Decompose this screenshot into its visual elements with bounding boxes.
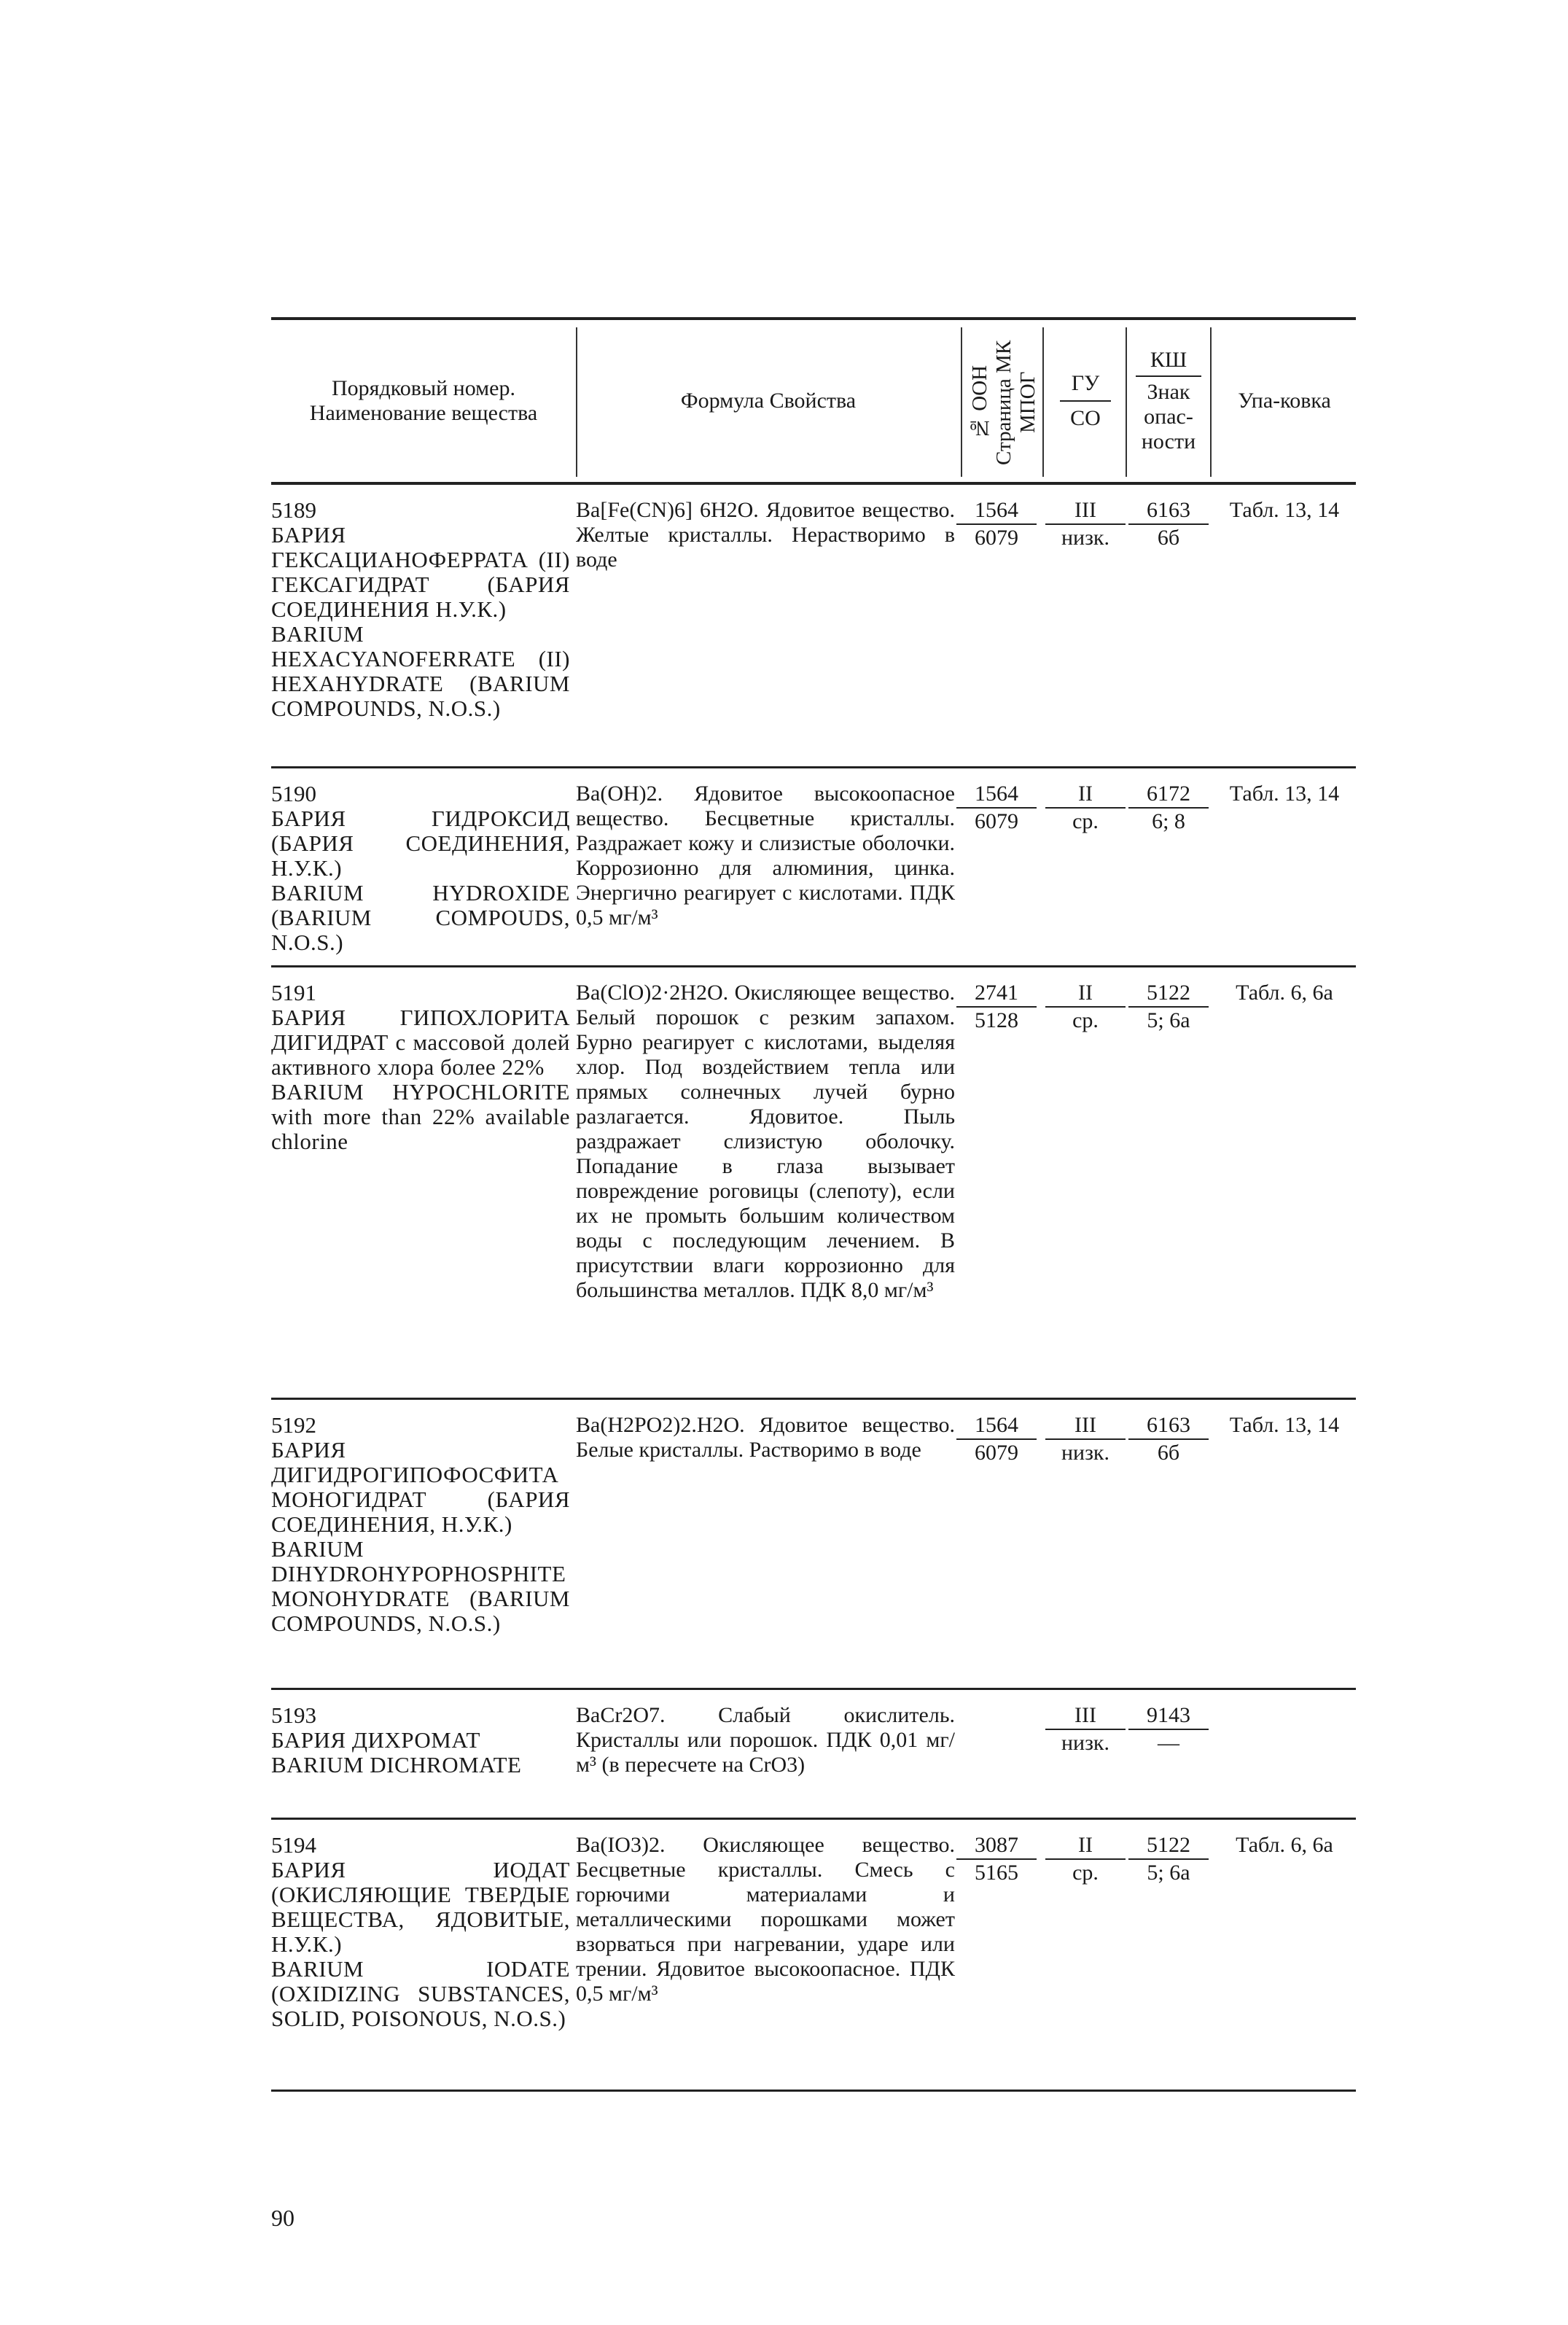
ksh-value: 6172 — [1128, 782, 1209, 809]
un-code: 1564 — [956, 782, 1037, 809]
ksh-value: 6163 — [1128, 1413, 1209, 1440]
formula-properties: BaCr2O7. Слабый окислитель. Кристаллы или порошок. ПДК 0,01 мг/м³ (в пересчете на CrO3) — [576, 1703, 955, 1777]
name-en: BARIUM DICHROMATE — [271, 1752, 522, 1777]
znak-value: 6; 8 — [1152, 809, 1185, 833]
name-en: BARIUM HYPOCHLORITE with more than 22% available chlorine — [271, 1079, 570, 1154]
gu-value: III — [1045, 1703, 1126, 1730]
substance-name — [271, 782, 570, 955]
serial-number: 5194 — [271, 1832, 316, 1858]
packaging: Табл. 13, 14 — [1229, 782, 1340, 806]
ksh-znak — [1128, 1833, 1209, 1885]
ksh-znak — [1128, 1413, 1209, 1465]
gu-value: II — [1045, 1833, 1126, 1860]
header-props: Формула Свойства — [680, 389, 857, 413]
table-row — [271, 768, 1356, 967]
header-gu-label: ГУ — [1060, 371, 1111, 402]
packaging: Табл. 6, 6а — [1236, 1833, 1333, 1857]
substance-name — [271, 981, 570, 1154]
un-number — [956, 1703, 1037, 1705]
ksh-znak — [1128, 498, 1209, 550]
name-ru: БАРИЯ ГИДРОКСИД (БАРИЯ СОЕДИНЕНИЯ, Н.У.К.) — [271, 806, 570, 881]
un-number — [956, 1413, 1037, 1465]
ksh-value: 6163 — [1128, 498, 1209, 525]
formula-properties: Ba(ClO)2·2H2O. Окисляющее вещество. Белый порошок с резким запахом. Бурно реагирует с кислотами, выделяя хлор. Под воздействием тепла или прямых солнечных лучей бурно разлагается. Ядовитое. Пыль раздражает слизистую оболочку. Попадание в глаза вызывает повреждение роговицы (слепоту), если их не промыть большим количеством воды с последующим лечением. В присутствии влаги коррозионно для большинства металлов. ПДК 8,0 мг/м³ — [576, 981, 955, 1302]
header-ksh — [1128, 320, 1209, 482]
ksh-value: 9143 — [1128, 1703, 1209, 1730]
packaging: Табл. 6, 6а — [1236, 981, 1333, 1005]
un-code: 1564 — [956, 498, 1037, 525]
page-number: 90 — [271, 2205, 295, 2231]
name-ru: БАРИЯ ИОДАТ (ОКИСЛЯЮЩИЕ ТВЕРДЫЕ ВЕЩЕСТВА, ЯДОВИТЫЕ, Н.У.К.) — [271, 1857, 570, 1957]
table-header — [271, 320, 1356, 485]
header-gu — [1045, 320, 1126, 482]
co-value: низк. — [1061, 1731, 1110, 1755]
co-value: низк. — [1061, 1441, 1110, 1465]
mk-page: 5128 — [975, 1008, 1018, 1032]
name-en: BARIUM DIHYDROHYPOPHOSPHITE MONOHYDRATE (BARIUM COMPOUNDS, N.O.S.) — [271, 1536, 570, 1636]
name-en: BARIUM HEXACYANOFERRATE (II) HEXAHYDRATE (BARIUM COMPOUNDS, N.O.S.) — [271, 621, 570, 721]
formula-properties: Ba(OH)2. Ядовитое высокоопасное вещество. Бесцветные кристаллы. Раздражает кожу и слизистые оболочки. Коррозионно для алюминия, цинка. Энергично реагирует с кислотами. ПДК 0,5 мг/м³ — [576, 782, 955, 930]
formula-properties: Ba(IO3)2. Окисляющее вещество. Бесцветные кристаллы. Смесь с горючими материалами и металлическими порошками может взорваться при нагревании, ударе или трении. Ядовитое высокоопасное. ПДК 0,5 мг/м³ — [576, 1833, 955, 2006]
divider — [961, 327, 962, 477]
znak-value: 5; 6а — [1147, 1008, 1190, 1032]
znak-value: 5; 6а — [1147, 1861, 1190, 1885]
znak-value: 6б — [1157, 526, 1180, 550]
name-en: BARIUM IODATE (OXIDIZING SUBSTANCES, SOLID, POISONOUS, N.O.S.) — [271, 1956, 570, 2031]
name-en: BARIUM HYDROXIDE (BARIUM COMPOUDS, N.O.S.) — [271, 880, 570, 955]
un-number — [956, 782, 1037, 834]
gu-co — [1045, 981, 1126, 1033]
formula-properties: Ba(H2PO2)2.H2O. Ядовитое вещество. Белые кристаллы. Растворимо в воде — [576, 1413, 955, 1462]
mk-page — [956, 1704, 1037, 1705]
header-un-text: № ООН Страница МК МПОГ — [967, 340, 1040, 465]
gu-value: III — [1045, 498, 1126, 525]
ksh-value: 5122 — [1128, 981, 1209, 1008]
serial-number: 5192 — [271, 1412, 316, 1438]
packaging: Табл. 13, 14 — [1229, 1413, 1340, 1437]
ksh-value: 5122 — [1128, 1833, 1209, 1860]
header-ksh-label: КШ — [1136, 348, 1201, 377]
mk-page: 6079 — [975, 526, 1018, 550]
name-ru: БАРИЯ ГЕКСАЦИАНОФЕРРАТА (II) ГЕКСАГИДРАТ (БАРИЯ СОЕДИНЕНИЯ Н.У.К.) — [271, 522, 570, 622]
table-row — [271, 1820, 1356, 2092]
ksh-znak — [1128, 981, 1209, 1033]
gu-co — [1045, 782, 1126, 834]
name-ru: БАРИЯ ГИПОХЛОРИТА ДИГИДРАТ с массовой долей активного хлора более 22% — [271, 1005, 570, 1080]
co-value: ср. — [1072, 1861, 1099, 1885]
gu-value: III — [1045, 1413, 1126, 1440]
un-number — [956, 498, 1037, 550]
packaging: Табл. 13, 14 — [1229, 498, 1340, 522]
table — [271, 317, 1356, 2092]
divider — [1042, 327, 1044, 477]
table-row — [271, 485, 1356, 768]
gu-co — [1045, 1703, 1126, 1756]
co-value: ср. — [1072, 1008, 1099, 1032]
gu-value: II — [1045, 782, 1126, 809]
header-znak-label: Знак опас-ности — [1141, 380, 1196, 453]
serial-number: 5191 — [271, 980, 316, 1005]
substance-name — [271, 1833, 570, 2031]
divider — [1210, 327, 1212, 477]
header-pack: Упа-ковка — [1238, 389, 1331, 413]
substance-name — [271, 498, 570, 721]
header-un — [964, 326, 1044, 479]
name-ru: БАРИЯ ДИГИДРОГИПОФОСФИТА МОНОГИДРАТ (БАРИЯ СОЕДИНЕНИЯ, Н.У.К.) — [271, 1437, 570, 1537]
un-number — [956, 981, 1037, 1033]
gu-co — [1045, 1833, 1126, 1885]
formula-properties: Ba[Fe(CN)6] 6H2O. Ядовитое вещество. Желтые кристаллы. Нерастворимо в воде — [576, 498, 955, 572]
mk-page: 5165 — [975, 1861, 1018, 1885]
name-ru: БАРИЯ ДИХРОМАТ — [271, 1727, 480, 1753]
table-row — [271, 967, 1356, 1400]
znak-value: — — [1158, 1731, 1179, 1755]
header-name: Порядковый номер. Наименование вещества — [309, 376, 538, 425]
mk-page: 6079 — [975, 809, 1018, 833]
co-value: низк. — [1061, 526, 1110, 550]
substance-name — [271, 1413, 570, 1636]
ksh-znak — [1128, 1703, 1209, 1756]
co-value: ср. — [1072, 809, 1099, 833]
serial-number: 5189 — [271, 497, 316, 523]
header-co-label: СО — [1070, 406, 1101, 430]
un-code: 2741 — [956, 981, 1037, 1008]
un-code: 3087 — [956, 1833, 1037, 1860]
serial-number: 5193 — [271, 1702, 316, 1728]
gu-value: II — [1045, 981, 1126, 1008]
un-number — [956, 1833, 1037, 1885]
gu-co — [1045, 498, 1126, 550]
mk-page: 6079 — [975, 1441, 1018, 1465]
ksh-znak — [1128, 782, 1209, 834]
gu-co — [1045, 1413, 1126, 1465]
substance-name — [271, 1703, 570, 1777]
serial-number: 5190 — [271, 781, 316, 806]
un-code: 1564 — [956, 1413, 1037, 1440]
znak-value: 6б — [1157, 1441, 1180, 1465]
table-row — [271, 1400, 1356, 1690]
table-row — [271, 1690, 1356, 1820]
divider — [1126, 327, 1127, 477]
